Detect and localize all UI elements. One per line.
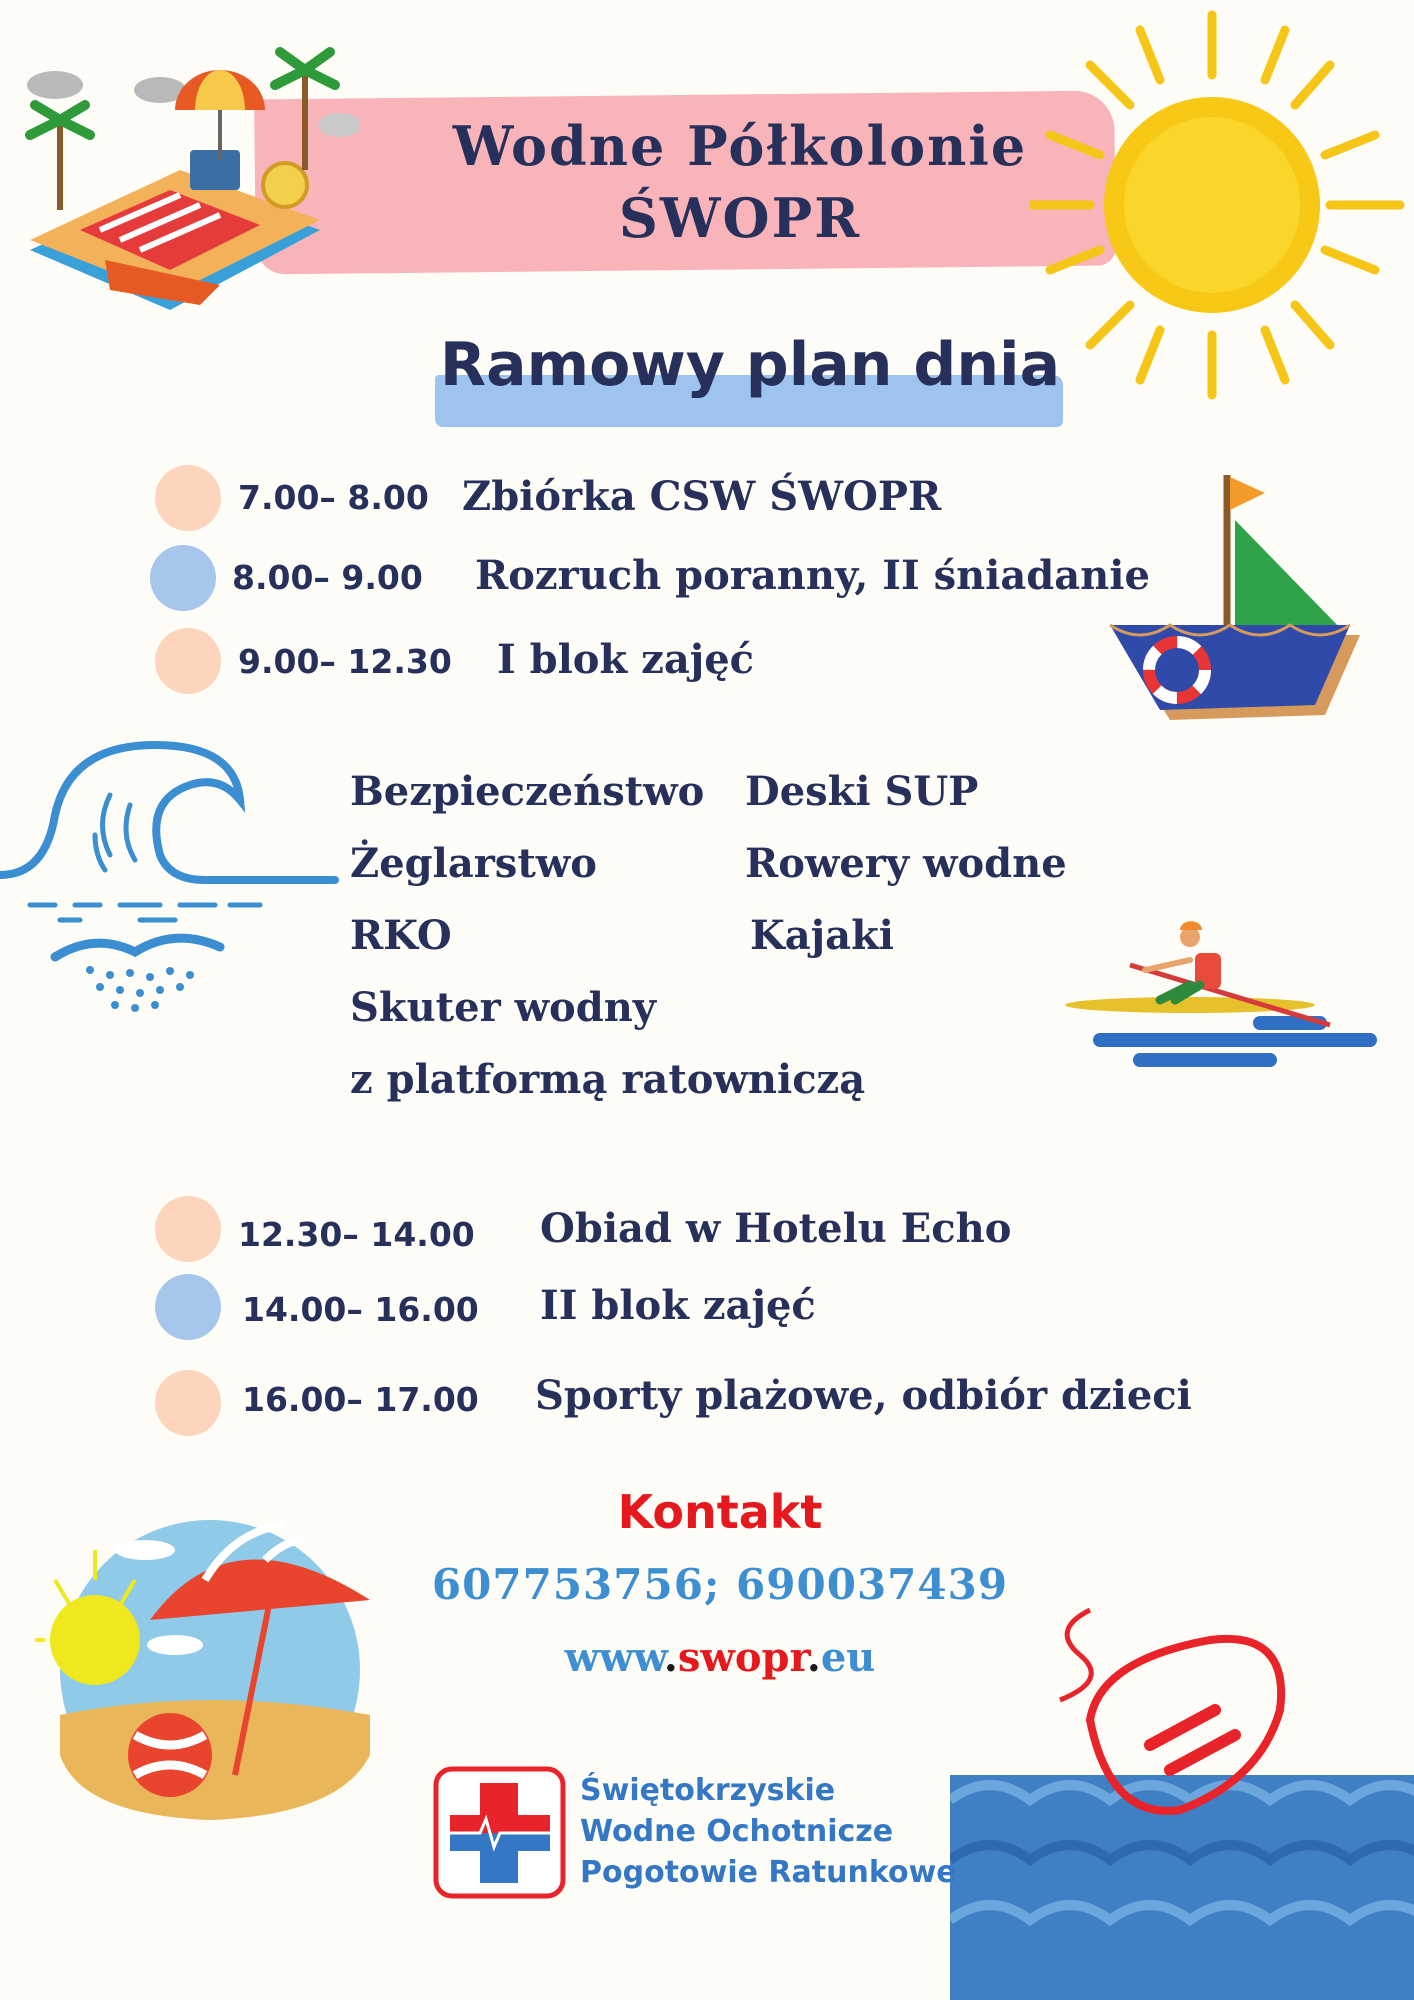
contact-heading: Kontakt bbox=[617, 1485, 823, 1539]
time-slot: 7.00– 8.00 bbox=[238, 478, 429, 517]
rescue-buoy-icon bbox=[950, 1600, 1414, 2000]
subtitle: Ramowy plan dnia bbox=[439, 330, 1061, 400]
time-slot: 16.00– 17.00 bbox=[242, 1380, 479, 1419]
bullet-dot bbox=[155, 1370, 221, 1436]
bullet-dot bbox=[155, 628, 221, 694]
activity-item: Bezpieczeństwo bbox=[350, 768, 705, 815]
web-name: swopr bbox=[677, 1634, 807, 1681]
web-prefix: www bbox=[564, 1634, 664, 1681]
activity-label: I blok zajęć bbox=[497, 636, 755, 683]
time-slot: 9.00– 12.30 bbox=[238, 642, 452, 681]
sailboat-icon bbox=[1105, 465, 1365, 730]
page-title bbox=[380, 110, 1100, 254]
activity-item: Rowery wodne bbox=[745, 840, 1067, 887]
bullet-dot bbox=[155, 1196, 221, 1262]
activity-item: Żeglarstwo bbox=[350, 840, 597, 887]
activity-item: z platformą ratowniczą bbox=[350, 1056, 866, 1103]
contact-phones: 607753756; 690037439 bbox=[431, 1560, 1009, 1609]
web-dot: . bbox=[663, 1634, 678, 1681]
time-slot: 14.00– 16.00 bbox=[242, 1290, 479, 1329]
bullet-dot bbox=[155, 1274, 221, 1340]
activity-label: Obiad w Hotelu Echo bbox=[540, 1205, 1012, 1252]
org-line-3: Pogotowie Ratunkowe bbox=[580, 1855, 957, 1890]
rower-icon bbox=[1040, 915, 1385, 1080]
org-line-1: Świętokrzyskie bbox=[580, 1773, 836, 1808]
bullet-dot bbox=[150, 545, 216, 611]
activity-item: RKO bbox=[350, 912, 452, 959]
organization-name bbox=[580, 1770, 957, 1893]
activity-label: Rozruch poranny, II śniadanie bbox=[475, 552, 1150, 599]
beach-umbrella-icon bbox=[25, 1520, 385, 1860]
red-cross-logo-icon bbox=[432, 1765, 567, 1900]
bullet-dot bbox=[155, 465, 221, 531]
title-line-1: Wodne Półkolonie bbox=[452, 114, 1028, 178]
island-icon bbox=[20, 30, 360, 350]
website-link[interactable] bbox=[460, 1634, 980, 1681]
activity-item: Kajaki bbox=[750, 912, 894, 959]
time-slot: 8.00– 9.00 bbox=[232, 558, 423, 597]
activity-label: II blok zajęć bbox=[540, 1282, 816, 1329]
web-dot: . bbox=[806, 1634, 821, 1681]
sun-icon bbox=[1030, 5, 1414, 405]
org-line-2: Wodne Ochotnicze bbox=[580, 1814, 894, 1849]
activity-label: Zbiórka CSW ŚWOPR bbox=[462, 473, 942, 520]
wave-icon bbox=[0, 725, 340, 1025]
web-suffix: eu bbox=[820, 1634, 876, 1681]
title-line-2: ŚWOPR bbox=[618, 186, 862, 250]
activity-item: Deski SUP bbox=[745, 768, 979, 815]
activity-label: Sporty plażowe, odbiór dzieci bbox=[535, 1372, 1192, 1419]
time-slot: 12.30– 14.00 bbox=[238, 1215, 475, 1254]
activity-item: Skuter wodny bbox=[350, 984, 657, 1031]
